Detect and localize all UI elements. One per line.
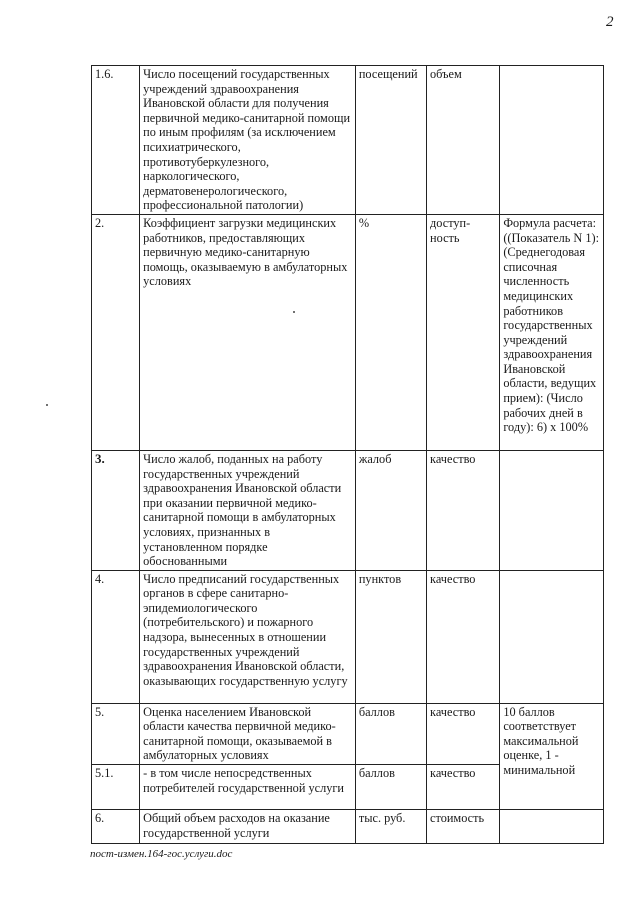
indicator-type: качество (427, 450, 500, 570)
indicator-type: качество (427, 703, 500, 764)
unit-of-measure: посещений (355, 66, 426, 215)
note: 10 баллов соответствует максимальной оценке, 1 - минимальной (500, 703, 604, 809)
unit-of-measure: жалоб (355, 450, 426, 570)
indicator-type: качество (427, 765, 500, 810)
table-row (92, 810, 604, 844)
note (500, 570, 604, 703)
row-number: 5.1. (92, 765, 140, 810)
indicator-type: качество (427, 570, 500, 703)
indicator-name: Число жалоб, поданных на работу государственных учреждений здравоохранения Ивановской области при оказании первичной медико-санитарной помощи в амбулаторных условиях, признанных в установленном порядке обоснованными (140, 450, 356, 570)
row-number: 5. (92, 703, 140, 764)
unit-of-measure: % (355, 214, 426, 450)
row-number: 2. (92, 214, 140, 450)
indicator-name: Коэффициент загрузки медицинских работников, предоставляющих первичную медико-санитарную помощь, оказываемую в амбулаторных условиях (140, 214, 356, 450)
footer-filename: пост-измен.164-гос.услуги.doc (90, 848, 233, 860)
row-number: 3. (92, 450, 140, 570)
indicator-type: стоимость (427, 810, 500, 844)
unit-of-measure: тыс. руб. (355, 810, 426, 844)
table-row (92, 703, 604, 764)
note (500, 810, 604, 844)
note (500, 450, 604, 570)
scan-speck (46, 404, 48, 406)
indicator-type: объем (427, 66, 500, 215)
unit-of-measure: баллов (355, 703, 426, 764)
indicators-table (91, 65, 604, 844)
indicator-name: Общий объем расходов на оказание государственной услуги (140, 810, 356, 844)
indicator-type: доступ-ность (427, 214, 500, 450)
row-number: 1.6. (92, 66, 140, 215)
table-row (92, 450, 604, 570)
unit-of-measure: баллов (355, 765, 426, 810)
note: Формула расчета: ((Показатель N 1): (Среднегодовая списочная численность медицинских работников государственных учреждений здравоохранения Ивановской области, ведущих прием): (Число рабочих дней в году): 6) х 100% (500, 214, 604, 450)
note (500, 66, 604, 215)
table-row (92, 214, 604, 450)
row-number: 6. (92, 810, 140, 844)
table-row (92, 66, 604, 215)
indicator-name: Число предписаний государственных органов в сфере санитарно-эпидемиологического (потребительского) и пожарного надзора, вынесенных в отношении государственных учреждений здравоохранения Ивановской области, оказывающих государственную услугу (140, 570, 356, 703)
unit-of-measure: пунктов (355, 570, 426, 703)
row-number: 4. (92, 570, 140, 703)
indicator-name: - в том числе непосредственных потребителей государственной услуги (140, 765, 356, 810)
table-row (92, 570, 604, 703)
indicator-name: Оценка населением Ивановской области качества первичной медико-санитарной помощи, оказываемой в амбулаторных условиях (140, 703, 356, 764)
indicator-name: Число посещений государственных учреждений здравоохранения Ивановской области для получения первичной медико-санитарной помощи по иным профилям (за исключением психиатрического, противотуберкулезного, наркологического, дерматовенерологического, профессиональной патологии) (140, 66, 356, 215)
page-number: 2 (606, 14, 614, 30)
